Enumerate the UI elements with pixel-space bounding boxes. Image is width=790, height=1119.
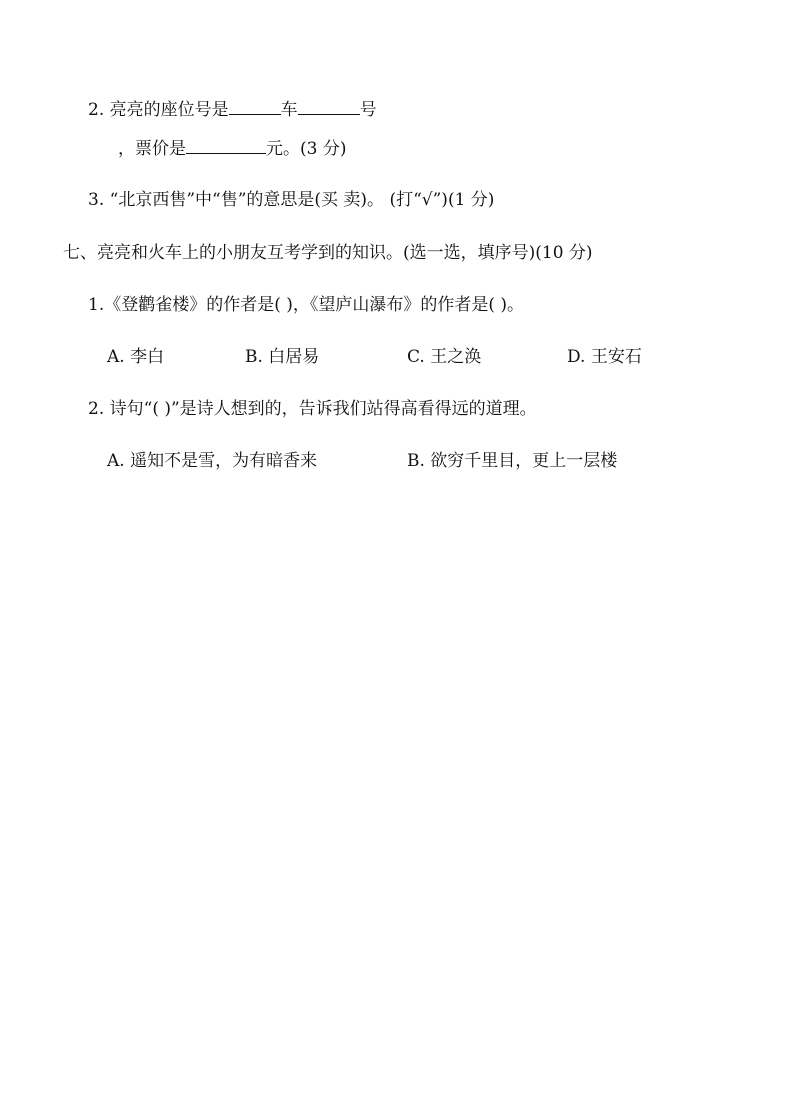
option-d: D. 王安石 [567,347,642,367]
q2-line1 [88,98,377,121]
option-a: A. 遥知不是雪，为有暗香来 [107,451,318,471]
option-b: B. 欲穷千里目，更上一层楼 [407,451,618,471]
price-blank[interactable] [186,137,266,154]
q2-price-prefix: ，票价是 [118,139,186,159]
q2-car-word: 车 [280,100,298,120]
q2-line2 [118,137,346,160]
seat-blank[interactable] [298,98,360,115]
option-c: C. 王之涣 [407,347,482,367]
s7-q2-line: 2. 诗句“( )”是诗人想到的，告诉我们站得高看得远的道理。 [88,399,537,419]
option-b: B. 白居易 [245,347,320,367]
q2-seat-word: 号 [359,100,377,120]
option-a: A. 李白 [107,347,165,367]
q2-prefix: 2. 亮亮的座位号是 [88,100,229,120]
s7-q1-line: 1.《登鹳雀楼》的作者是( )，《望庐山瀑布》的作者是( )。 [88,295,525,315]
q2-price-suffix: 元。(3 分) [266,139,347,159]
car-blank[interactable] [229,98,281,115]
section7-title: 七、亮亮和火车上的小朋友互考学到的知识。(选一选，填序号)(10 分) [63,243,593,263]
q3-line: 3. “北京西售”中“售”的意思是(买 卖)。 (打“√”)(1 分) [88,190,495,210]
